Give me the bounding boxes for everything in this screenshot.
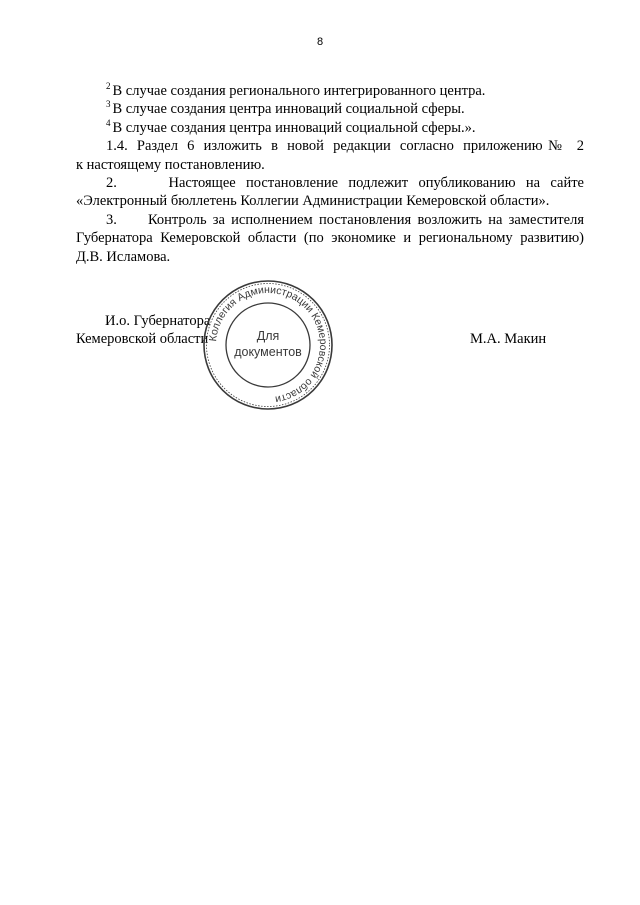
item-2-line-2: «Электронный бюллетень Коллегии Администрации Кемеровской области».	[76, 193, 550, 210]
footnote-text: В случае создания регионального интегрированного центра.	[112, 83, 486, 99]
item-3-line-1: 3. Контроль за исполнением постановления возложить на заместителя	[106, 211, 584, 228]
item-1-4-line-1: 1.4. Раздел 6 изложить в новой редакции согласно приложению№ 2	[106, 138, 584, 155]
footnote-3	[76, 100, 584, 118]
signatory-position-line-1: И.о. Губернатора	[105, 313, 211, 329]
footnote-4	[76, 119, 584, 137]
signatory-position-line-2: Кемеровской области	[76, 331, 209, 347]
footnote-marker: 4	[106, 117, 111, 128]
stamp-center-line-1: Для	[256, 329, 280, 343]
footnote-marker: 3	[106, 99, 111, 110]
official-stamp	[201, 278, 335, 412]
stamp-ring-text: Коллегия Администрации Кемеровской области	[207, 283, 330, 406]
item-3-line-2: Губернатора Кемеровской области (по экономике и региональному развитию)	[76, 230, 584, 247]
footnote-text: В случае создания центра инноваций социальной сферы.».	[112, 119, 476, 136]
footnote-2	[76, 82, 584, 100]
item-1-4-line-2: к настоящему постановлению.	[76, 156, 265, 173]
document-body	[76, 82, 584, 266]
item-2-line-1: 2. Настоящее постановление подлежит опубликованию на сайте	[106, 175, 584, 192]
signatory-name: М.А. Макин	[470, 331, 547, 347]
footnote-marker: 2	[106, 81, 111, 91]
footnote-text: В случае создания центра инноваций социальной сферы.	[112, 101, 465, 118]
stamp-center-line-2: документов	[234, 345, 302, 359]
item-3-line-3: Д.В. Исламова.	[76, 248, 171, 265]
page-number: 8	[316, 36, 324, 48]
